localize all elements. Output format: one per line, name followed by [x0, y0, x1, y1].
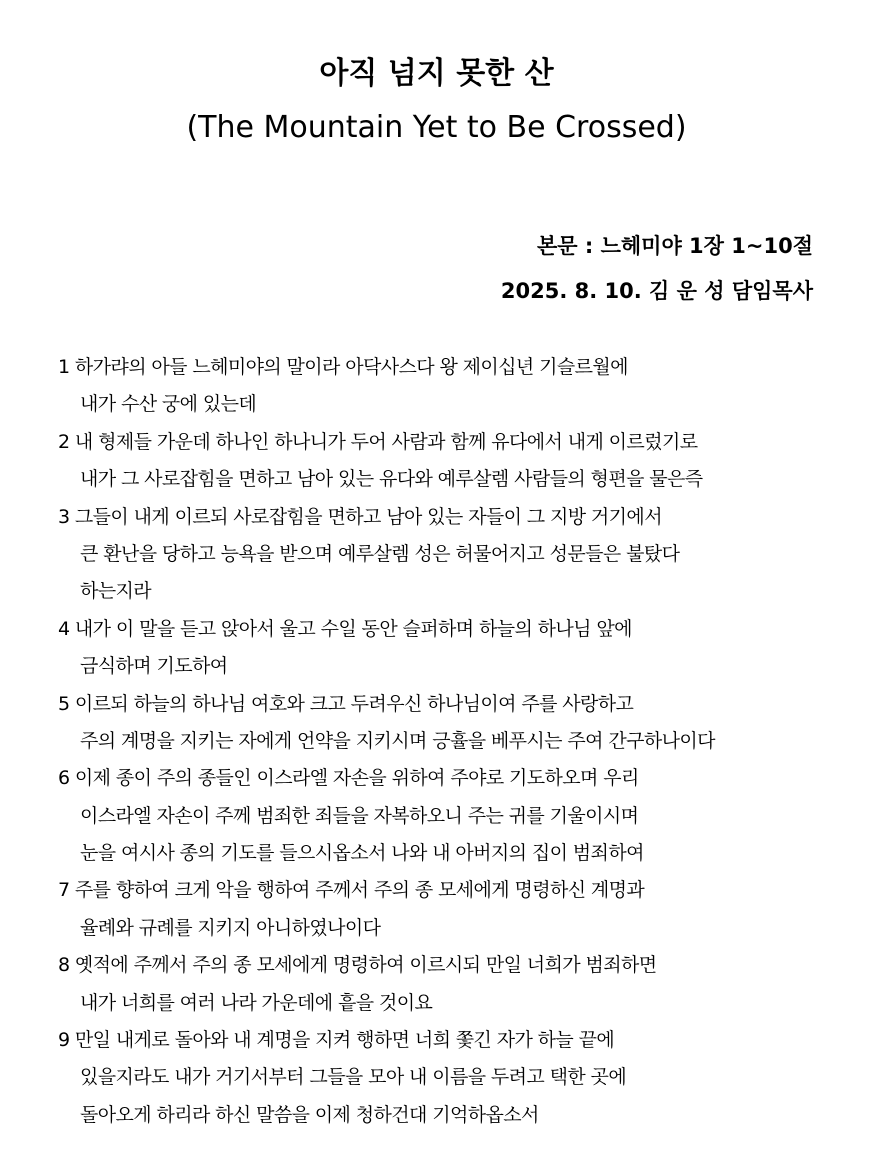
verse-line: 8 옛적에 주께서 주의 종 모세에게 명령하여 이르시되 만일 너희가 범죄하면	[58, 954, 657, 977]
verse-line: 돌아오게 하리라 하신 말씀을 이제 청하건대 기억하옵소서	[80, 1103, 539, 1126]
verse-line: 9 만일 내게로 돌아와 내 계명을 지켜 행하면 너희 쫓긴 자가 하늘 끝에	[58, 1029, 615, 1052]
verse-line: 4 내가 이 말을 듣고 앉아서 울고 수일 동안 슬퍼하며 하늘의 하나님 앞에	[58, 617, 632, 640]
verse-line: 7 주를 향하여 크게 악을 행하여 주께서 주의 종 모세에게 명령하신 계명과	[58, 879, 645, 902]
verse-line: 내가 너희를 여러 나라 가운데에 흩을 것이요	[80, 991, 433, 1014]
verse-line: 큰 환난을 당하고 능욕을 받으며 예루살렘 성은 허물어지고 성문들은 불탔다	[80, 542, 680, 565]
verse-line: 이스라엘 자손이 주께 범죄한 죄들을 자복하오니 주는 귀를 기울이시며	[80, 804, 639, 827]
verse-line: 눈을 여시사 종의 기도를 들으시옵소서 나와 내 아버지의 집이 범죄하여	[80, 842, 644, 865]
scripture-reference: 본문 : 느헤미야 1장 1~10절	[537, 234, 813, 258]
title-korean: 아직 넘지 못한 산	[319, 56, 554, 91]
verse-list	[58, 349, 848, 1134]
verse-line: 내가 수산 궁에 있는데	[80, 393, 257, 416]
date-author: 2025. 8. 10. 김 운 성 담임목사	[500, 279, 813, 303]
verse-line: 있을지라도 내가 거기서부터 그들을 모아 내 이름을 두려고 택한 곳에	[80, 1066, 627, 1089]
verse-line: 2 내 형제들 가운데 하나인 하나니가 두어 사람과 함께 유다에서 내게 이르렀기로	[58, 430, 698, 453]
verse-line: 1 하가랴의 아들 느헤미야의 말이라 아닥사스다 왕 제이십년 기슬르월에	[58, 356, 628, 378]
verse-line: 내가 그 사로잡힘을 면하고 남아 있는 유다와 예루살렘 사람들의 형편을 물은즉	[80, 468, 703, 491]
verse-line: 하는지라	[80, 580, 152, 603]
title-english: (The Mountain Yet to Be Crossed)	[186, 110, 687, 145]
verse-line: 금식하며 기도하여	[80, 655, 228, 678]
verse-line: 5 이르되 하늘의 하나님 여호와 크고 두려우신 하나님이여 주를 사랑하고	[58, 692, 634, 715]
verse-line: 주의 계명을 지키는 자에게 언약을 지키시며 긍휼을 베푸시는 주여 간구하나이다	[80, 729, 715, 752]
verse-line: 율례와 규례를 지키지 아니하였나이다	[80, 916, 381, 939]
verse-line: 3 그들이 내게 이르되 사로잡힘을 면하고 남아 있는 자들이 그 지방 거기에서	[58, 505, 662, 528]
verse-line: 6 이제 종이 주의 종들인 이스라엘 자손을 위하여 주야로 기도하오며 우리	[58, 767, 639, 790]
